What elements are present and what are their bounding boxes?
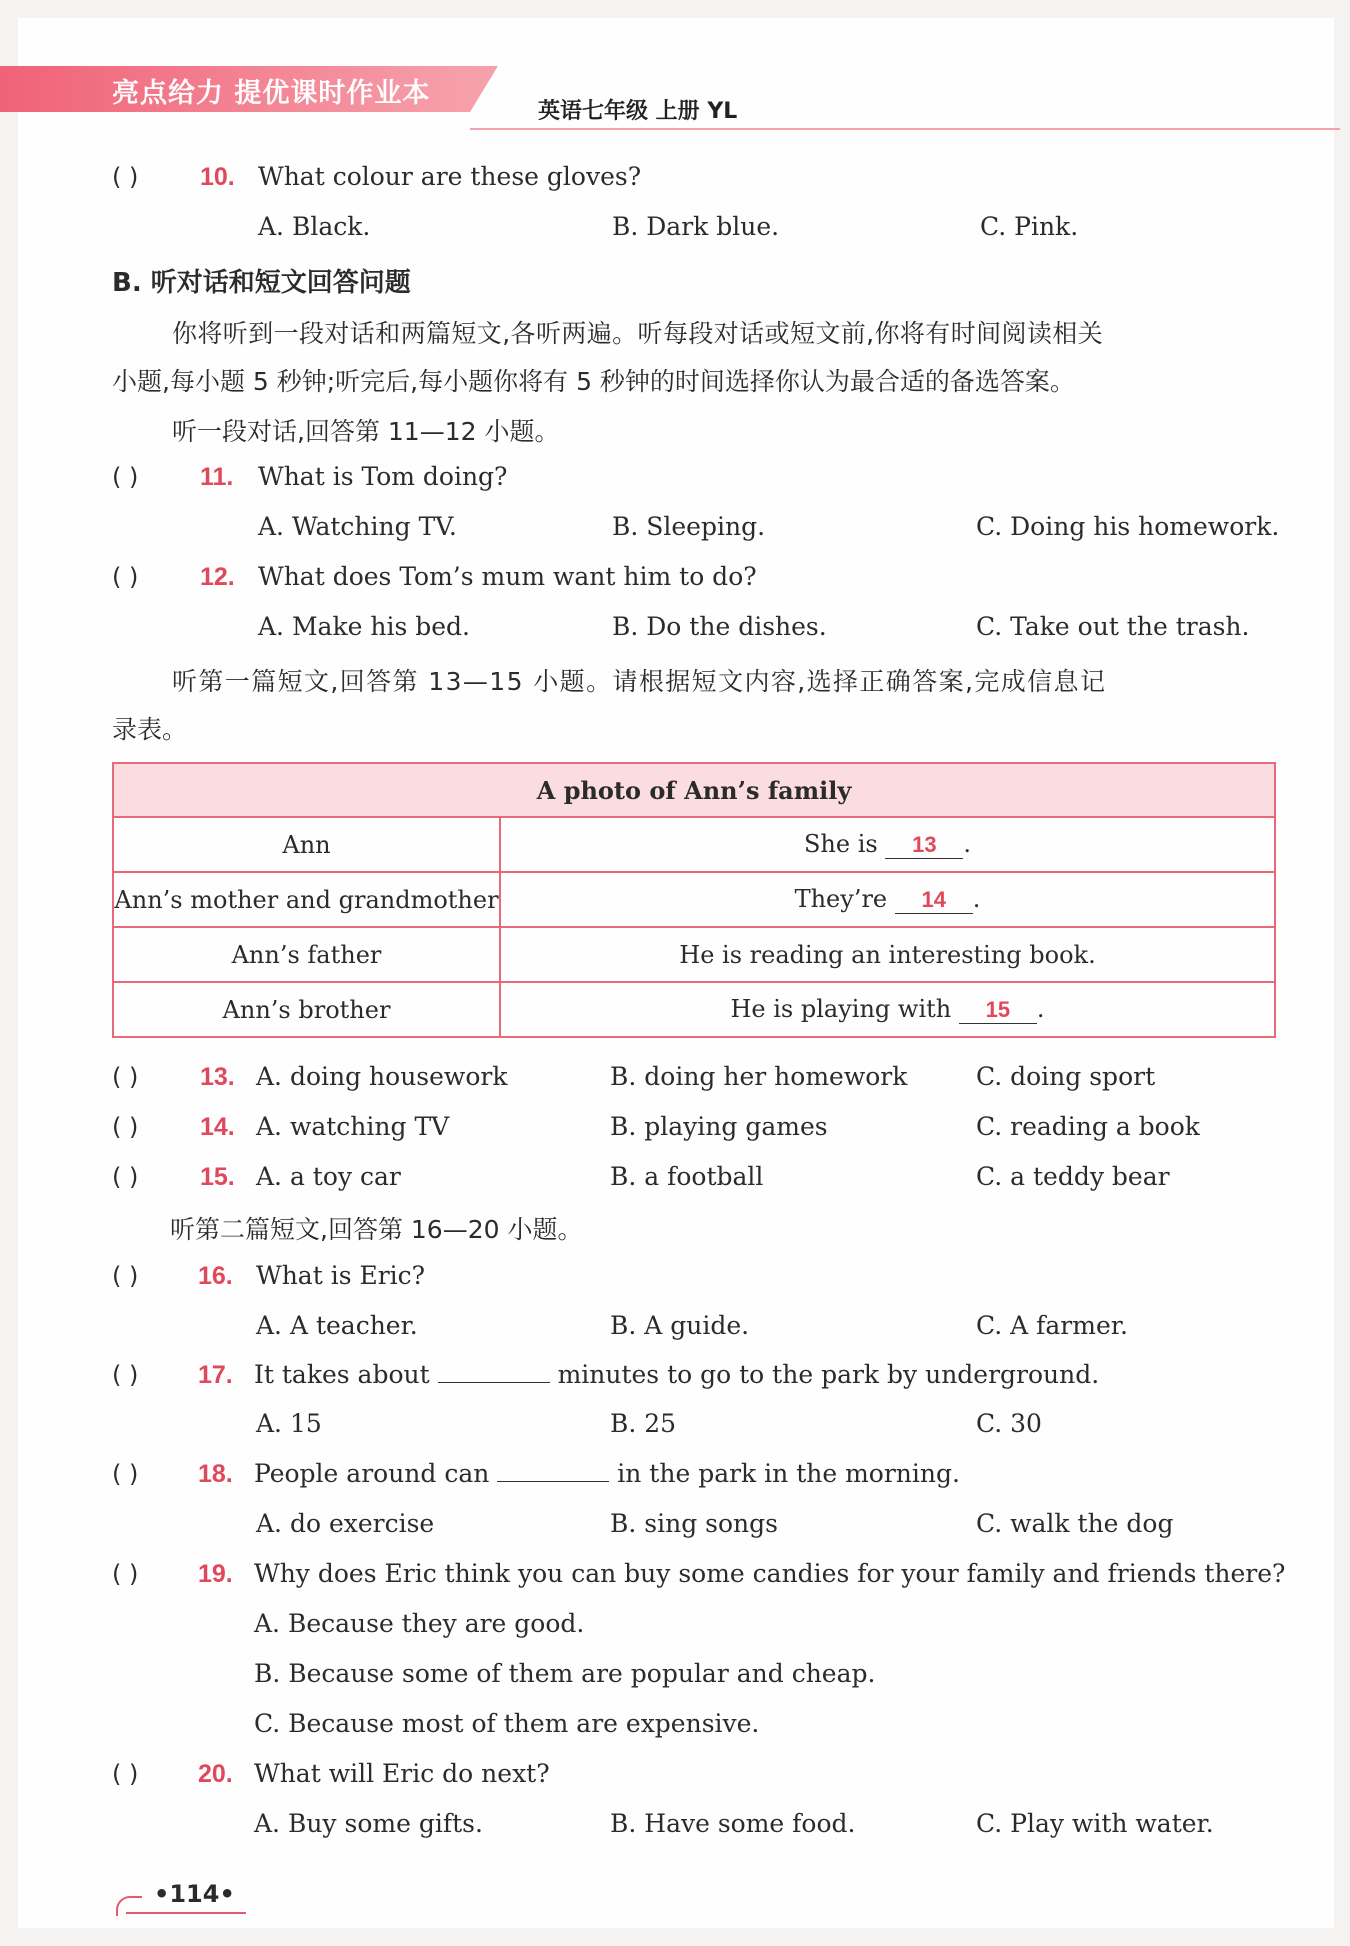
table-row xyxy=(113,872,1275,927)
page-number-rule xyxy=(126,1912,246,1914)
row-value xyxy=(500,872,1275,927)
option-c[interactable]: C. A farmer. xyxy=(976,1311,1128,1340)
option-b[interactable]: B. Sleeping. xyxy=(612,512,766,541)
answer-paren[interactable]: ( ) xyxy=(112,1163,139,1191)
answer-paren[interactable]: ( ) xyxy=(112,463,139,491)
option-b[interactable]: B. Because some of them are popular and cheap. xyxy=(254,1659,876,1688)
passage1-instruction-cont: 录表。 xyxy=(112,715,188,744)
option-a[interactable]: A. doing housework xyxy=(256,1062,508,1091)
question-number: 12. xyxy=(200,563,235,591)
dialog-instruction: 听一段对话,回答第 11—12 小题。 xyxy=(172,417,560,446)
question-text-post: minutes to go to the park by underground. xyxy=(557,1360,1100,1389)
option-b[interactable]: B. 25 xyxy=(610,1409,677,1438)
row-label: Ann’s father xyxy=(113,927,500,982)
option-c[interactable]: C. Take out the trash. xyxy=(976,612,1250,641)
question-text xyxy=(254,1360,1099,1389)
option-a[interactable]: A. 15 xyxy=(256,1409,322,1438)
answer-paren[interactable]: ( ) xyxy=(112,1063,139,1091)
option-b[interactable]: B. Do the dishes. xyxy=(612,612,827,641)
question-text-pre: People around can xyxy=(254,1459,490,1488)
blank-field[interactable] xyxy=(885,830,963,859)
option-a[interactable]: A. Watching TV. xyxy=(258,512,457,541)
table-row xyxy=(113,927,1275,982)
info-record-table xyxy=(112,762,1276,1038)
option-b[interactable]: B. A guide. xyxy=(610,1311,750,1340)
passage2-instruction: 听第二篇短文,回答第 16—20 小题。 xyxy=(170,1215,583,1244)
book-title: 亮点给力 提优课时作业本 xyxy=(112,78,431,109)
question-text-pre: It takes about xyxy=(254,1360,430,1389)
answer-blank[interactable] xyxy=(497,1459,609,1482)
answer-paren[interactable]: ( ) xyxy=(112,1113,139,1141)
answer-paren[interactable]: ( ) xyxy=(112,1262,139,1290)
row-text: She is xyxy=(803,830,878,858)
option-b[interactable]: B. Dark blue. xyxy=(612,212,780,241)
question-number: 11. xyxy=(200,463,234,491)
row-text: They’re xyxy=(794,885,888,913)
option-a[interactable]: A. Make his bed. xyxy=(258,612,470,641)
option-a[interactable]: A. Because they are good. xyxy=(254,1609,585,1638)
question-number: 10. xyxy=(200,163,235,191)
option-c[interactable]: C. Play with water. xyxy=(976,1809,1214,1838)
instructions-line-2: 小题,每小题 5 秒钟;听完后,每小题你将有 5 秒钟的时间选择你认为最合适的备选答案。 xyxy=(112,367,1075,396)
question-text: What is Tom doing? xyxy=(258,462,508,491)
row-label: Ann’s brother xyxy=(113,982,500,1037)
option-b[interactable]: B. sing songs xyxy=(610,1509,778,1538)
question-number: 18. xyxy=(198,1460,233,1488)
question-text xyxy=(254,1459,960,1488)
option-b[interactable]: B. playing games xyxy=(610,1112,828,1141)
question-number: 20. xyxy=(198,1760,233,1788)
option-c[interactable]: C. Pink. xyxy=(980,212,1079,241)
option-c[interactable]: C. reading a book xyxy=(976,1112,1200,1141)
table-row xyxy=(113,982,1275,1037)
question-text: What will Eric do next? xyxy=(254,1759,550,1788)
option-c[interactable]: C. 30 xyxy=(976,1409,1042,1438)
question-number: 13. xyxy=(200,1063,235,1091)
question-text: What does Tom’s mum want him to do? xyxy=(258,562,757,591)
row-value xyxy=(500,817,1275,872)
table-title: A photo of Ann’s family xyxy=(113,763,1275,817)
row-value xyxy=(500,982,1275,1037)
question-text-post: in the park in the morning. xyxy=(617,1459,960,1488)
header-rule xyxy=(470,128,1340,130)
option-a[interactable]: A. do exercise xyxy=(256,1509,435,1538)
question-number: 15. xyxy=(200,1163,235,1191)
option-b[interactable]: B. doing her homework xyxy=(610,1062,908,1091)
punctuation: . xyxy=(972,885,981,913)
row-label: Ann’s mother and grandmother xyxy=(113,872,500,927)
row-text: He is playing with xyxy=(730,995,952,1023)
row-label: Ann xyxy=(113,817,500,872)
punctuation: . xyxy=(1036,995,1045,1023)
option-c[interactable]: C. walk the dog xyxy=(976,1509,1174,1538)
table-row xyxy=(113,817,1275,872)
page-number: •114• xyxy=(154,1880,235,1908)
blank-field[interactable] xyxy=(959,995,1037,1024)
question-text: What colour are these gloves? xyxy=(258,162,642,191)
option-c[interactable]: C. a teddy bear xyxy=(976,1162,1170,1191)
question-number: 14. xyxy=(200,1113,235,1141)
question-number: 16. xyxy=(198,1262,233,1290)
answer-paren[interactable]: ( ) xyxy=(112,1560,139,1588)
instructions-line-1: 你将听到一段对话和两篇短文,各听两遍。听每段对话或短文前,你将有时间阅读相关 xyxy=(172,319,1104,348)
blank-number: 14 xyxy=(921,887,946,912)
option-c[interactable]: C. doing sport xyxy=(976,1062,1156,1091)
punctuation: . xyxy=(963,830,971,858)
answer-paren[interactable]: ( ) xyxy=(112,1760,139,1788)
option-a[interactable]: A. Buy some gifts. xyxy=(254,1809,483,1838)
option-a[interactable]: A. Black. xyxy=(258,212,371,241)
question-text: What is Eric? xyxy=(256,1261,426,1290)
answer-blank[interactable] xyxy=(438,1360,550,1383)
question-number: 19. xyxy=(198,1560,233,1588)
blank-number: 13 xyxy=(912,832,937,857)
answer-paren[interactable]: ( ) xyxy=(112,563,139,591)
blank-number: 15 xyxy=(985,997,1011,1022)
option-c[interactable]: C. Doing his homework. xyxy=(976,512,1280,541)
option-b[interactable]: B. a football xyxy=(610,1162,764,1191)
question-text: Why does Eric think you can buy some candies for your family and friends there? xyxy=(254,1559,1286,1588)
option-a[interactable]: A. a toy car xyxy=(256,1162,401,1191)
answer-paren[interactable]: ( ) xyxy=(112,1361,139,1389)
question-number: 17. xyxy=(198,1361,233,1389)
section-title: B. 听对话和短文回答问题 xyxy=(112,268,411,298)
blank-field[interactable] xyxy=(895,885,973,914)
passage1-instruction: 听第一篇短文,回答第 13—15 小题。请根据短文内容,选择正确答案,完成信息记 xyxy=(172,667,1107,696)
option-a[interactable]: A. A teacher. xyxy=(256,1311,418,1340)
answer-paren[interactable]: ( ) xyxy=(112,163,139,191)
option-a[interactable]: A. watching TV xyxy=(256,1112,450,1141)
row-value: He is reading an interesting book. xyxy=(500,927,1275,982)
option-b[interactable]: B. Have some food. xyxy=(610,1809,856,1838)
answer-paren[interactable]: ( ) xyxy=(112,1460,139,1488)
option-c[interactable]: C. Because most of them are expensive. xyxy=(254,1709,760,1738)
subject-label: 英语七年级 上册 YL xyxy=(538,99,738,124)
